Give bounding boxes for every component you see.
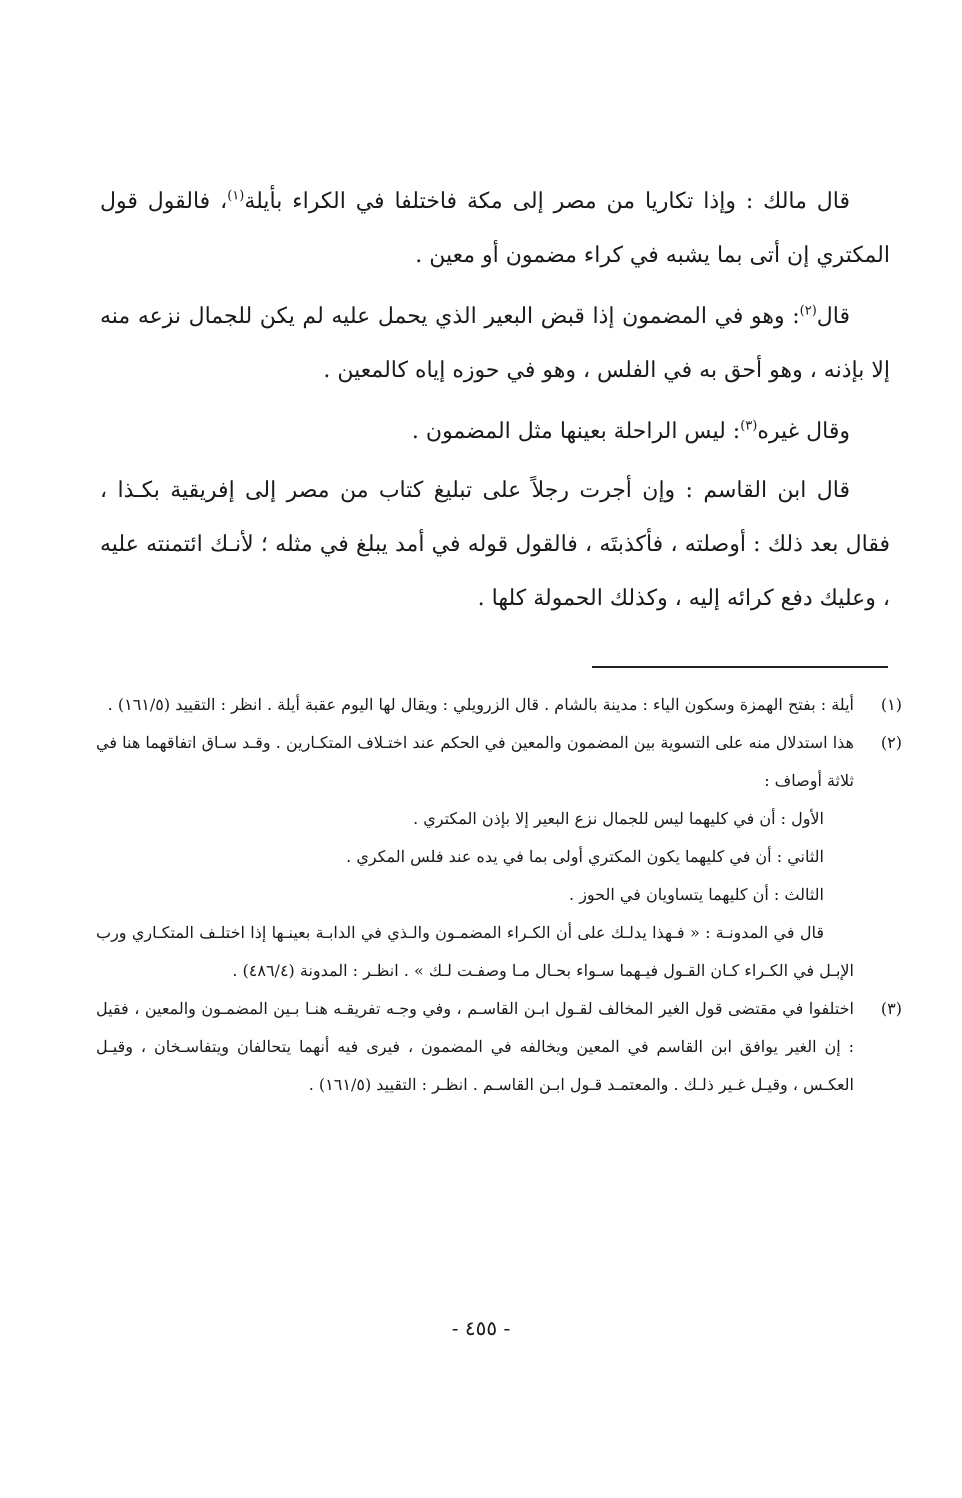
paragraph-2-text-b: : وهو في المضمون إذا قبض البعير الذي يحمل عليه لم يكن للجمال نزعه منه إلا بإذنه ، وهو أحق به في الفلس ، وهو في حوزه إياه كالمعين . <box>100 304 890 383</box>
footnote-2-item-3: الثالث : أن كليهما يتساويان في الحوز . <box>569 885 824 904</box>
footnote-ref-1[interactable]: (١) <box>227 188 245 204</box>
page-number: - ٤٥٥ - <box>451 1316 511 1340</box>
paragraph-2 <box>100 290 890 398</box>
footnote-1-text: أيلة : بفتح الهمزة وسكون الياء : مدينة بالشام . قال الزرويلي : ويقال لها اليوم عقبة أيلة . انظر : التقييد (١٦١/٥) . <box>107 695 854 714</box>
footnote-number-3: (٣) <box>880 999 902 1018</box>
footnote-3 <box>96 990 902 1104</box>
paragraph-1 <box>100 175 890 283</box>
footnote-3-text: اختلفوا في مقتضى قول الغير المخالف لقـول ابـن القاسـم ، وفي وجـه تفريقـه هنـا بـين المضمـون والمعين ، فقيل : إن الغير يوافق ابن القاسم في المعين ويخالفه في المضمون ، فيرى فيه أنهما يتحالفان ويتفاسـخان ، وقيـل العكـس ، وقيـل غـير ذلـك . والمعتمـد قـول ابـن القاسـم . انظـر : التقييد (١٦١/٥) . <box>96 999 855 1094</box>
paragraph-4: قال ابن القاسم : وإن أجرت رجلاً على تبليغ كتاب من مصر إلى إفريقية بكـذا ، فقال بعد ذلك : أوصلته ، فأكذبتَه ، فالقول قوله في أمد يبلغ في مثله ؛ لأنـك ائتمنته عليه ، وعليك دفع كرائه إليه ، وكذلك الحمولة كلها . <box>100 478 890 611</box>
footnote-ref-2[interactable]: (٢) <box>799 303 817 319</box>
paragraph-2-text-a: قال <box>816 304 850 329</box>
main-body-text <box>100 175 890 283</box>
main-body-text-3 <box>100 405 890 459</box>
paragraph-3 <box>100 405 890 459</box>
footnote-2-item-1: الأول : أن في كليهما ليس للجمال نزع البعير إلا بإذن المكتري . <box>413 809 824 828</box>
main-body-text-2 <box>100 290 890 398</box>
footnote-number-1: (١) <box>880 695 902 714</box>
footnote-divider <box>592 666 888 668</box>
footnote-ref-3[interactable]: (٣) <box>740 418 758 434</box>
footnote-2-text: هذا استدلال منه على التسوية بين المضمون والمعين في الحكم عند اختـلاف المتكـارين . وقـد سـاق اتفاقهما هنا في ثلاثة أوصاف : <box>96 733 854 790</box>
paragraph-1-text-b: ، فالقول قول المكتري إن أتى بما يشبه في كراء مضمون أو معين . <box>100 189 890 268</box>
footnote-2 <box>96 724 902 990</box>
footnote-2-quote: قال في المدونـة : « فـهذا يدلـك على أن الكـراء المضمـون والـذي في الدابـة بعينـها إذا اختلـف المتكـاري ورب الإبـل في الكـراء كـان القـول فيـهما سـواء بحـال مـا وصفـت لـك » . انظـر : المدونة (٤٨٦/٤) . <box>96 923 854 980</box>
footnotes-section <box>96 686 902 1104</box>
main-body-text-4 <box>100 464 890 626</box>
footnote-1 <box>96 686 902 724</box>
footnote-number-2: (٢) <box>880 733 902 752</box>
paragraph-1-text-a: قال مالك : وإذا تكاريا من مصر إلى مكة فاختلفا في الكراء بأيلة <box>244 189 851 214</box>
footnote-2-item-2: الثاني : أن في كليهما يكون المكتري أولى بما في يده عند فلس المكري . <box>346 847 824 866</box>
paragraph-3-text-a: وقال غيره <box>757 419 850 444</box>
paragraph-3-text-b: : ليس الراحلة بعينها مثل المضمون . <box>411 419 741 444</box>
